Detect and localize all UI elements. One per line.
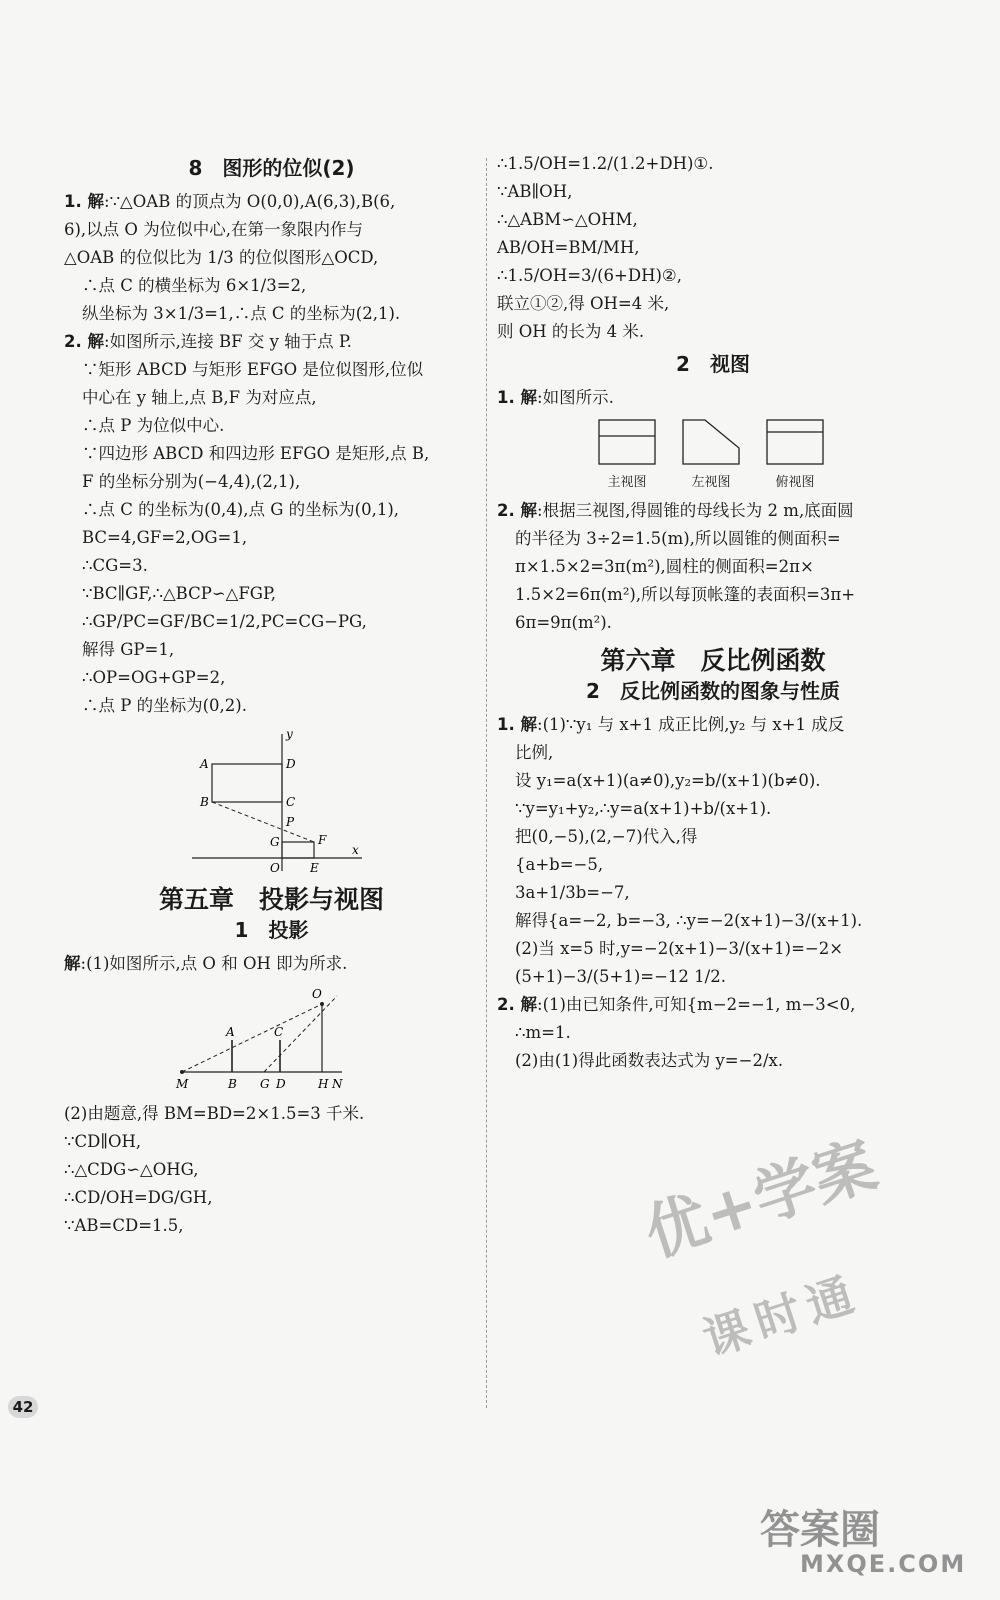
text-line: (1)由已知条件,可知{m−2=−1, m−3<0,: [542, 995, 856, 1014]
watermark-url: MXQE.COM: [800, 1550, 967, 1578]
fig-label-N: N: [331, 1077, 342, 1091]
text-line: ∵BC∥GF,∴△BCP∽△FGP,: [82, 584, 276, 603]
text-line: {a+b=−5,: [515, 855, 604, 874]
text-line: ∴△ABM∽△OHM,: [497, 210, 638, 229]
text-line: 则 OH 的长为 4 米.: [497, 322, 645, 341]
text-line: ∴点 P 为位似中心.: [82, 416, 225, 435]
top-view-drawing: [765, 418, 825, 466]
text-line: 中心在 y 轴上,点 B,F 为对应点,: [82, 388, 317, 407]
text-line: 根据三视图,得圆锥的母线长为 2 m,底面圆: [542, 501, 854, 520]
text-line: 6),以点 O 为位似中心,在第一象限内作与: [64, 220, 363, 239]
watermark-site: 答案圈: [760, 1507, 880, 1553]
text-line: (2)由题意,得 BM=BD=2×1.5=3 千米.: [64, 1104, 365, 1123]
text-line: 6π=9π(m²).: [515, 613, 612, 632]
text-line: ∴点 P 的坐标为(0,2).: [82, 696, 247, 715]
text-line: 解得 GP=1,: [82, 640, 175, 659]
side-view-drawing: [681, 418, 741, 466]
fig-label-A: A: [199, 757, 209, 771]
fig-label-G: G: [259, 1077, 270, 1091]
chapter-title-6: 第六章 反比例函数: [600, 646, 826, 675]
column-divider: [486, 158, 487, 1408]
text-line: 联立①②,得 OH=4 米,: [497, 294, 670, 313]
text-line: ∵y=y₁+y₂,∴y=a(x+1)+b/(x+1).: [515, 799, 772, 818]
text-line: 把(0,−5),(2,−7)代入,得: [515, 827, 698, 846]
text-line: ∴1.5/OH=1.2/(1.2+DH)①.: [497, 154, 714, 173]
problem-2: 2. 解:如图所示,连接 BF 交 y 轴于点 P. ∵矩形 ABCD 与矩形 EFGO 是位似图形,位似 中心在 y 轴上,点 B,F 为对应点, ∴点 P 为位似中心. ∵四边形 ABCD 和四边形 EFGO 是矩形,点 B, F 的坐标分别为(−4,4),(2,1), ∴点 C 的坐标为(0,4),点 G 的坐标为(0,1), BC=4,GF=2,OG=1, ∴CG=3. ∵BC∥GF,∴△BCP∽△FGP, ∴GP/PC=GF/BC=1/2,PC=CG−PG, 解得 GP=1, ∴OP=OG+GP=2, ∴点 P 的坐标为(0,2).: [64, 328, 479, 720]
view-label: 俯视图: [775, 475, 815, 490]
text-line: 3a+1/3b=−7,: [515, 883, 630, 902]
text-line: ∴点 C 的坐标为(0,4),点 G 的坐标为(0,1),: [82, 500, 400, 519]
problem-label: 1. 解: [497, 388, 537, 407]
text-line: (1)∵y₁ 与 x+1 成正比例,y₂ 与 x+1 成反: [542, 715, 845, 734]
text-line: 纵坐标为 3×1/3=1,∴点 C 的坐标为(2,1).: [82, 304, 401, 323]
text-line: ∵四边形 ABCD 和四边形 EFGO 是矩形,点 B,: [82, 444, 430, 463]
watermark-logo: 优+学案: [636, 1127, 885, 1271]
view-label: 主视图: [607, 475, 647, 490]
text-line: ∵AB=CD=1.5,: [64, 1216, 184, 1235]
problem-label: 2. 解: [497, 995, 537, 1014]
section-title-4: 2 反比例函数的图象与性质: [586, 679, 840, 703]
watermark-logo-sub: 课时通: [696, 1265, 868, 1367]
text-line: 解得{a=−2, b=−3, ∴y=−2(x+1)−3/(x+1).: [515, 911, 863, 930]
text-line: 1.5×2=6π(m²),所以每顶帐篷的表面积=3π+: [515, 585, 856, 604]
section-title-1: 8 图形的位似(2): [188, 156, 355, 180]
text-line: ∵AB∥OH,: [497, 182, 573, 201]
text-line: 的半径为 3÷2=1.5(m),所以圆锥的侧面积=: [515, 529, 841, 548]
section-title-2: 1 投影: [234, 918, 309, 942]
fig-label-B: B: [199, 795, 209, 809]
section-title-3: 2 视图: [676, 352, 750, 376]
fig-label-x: x: [351, 843, 359, 857]
fig-label-E: E: [309, 861, 319, 875]
fig-label-M: M: [175, 1077, 188, 1091]
text-line: F 的坐标分别为(−4,4),(2,1),: [82, 472, 301, 491]
text-line: 比例,: [515, 743, 554, 762]
text-line: (2)由(1)得此函数表达式为 y=−2/x.: [515, 1051, 784, 1070]
text-line: BC=4,GF=2,OG=1,: [82, 528, 248, 547]
page-number: 42: [8, 1396, 38, 1418]
text-line: ∴m=1.: [515, 1023, 571, 1042]
text-line: ∴点 C 的横坐标为 6×1/3=2,: [82, 276, 307, 295]
text-line: (5+1)−3/(5+1)=−12 1/2.: [515, 967, 726, 986]
left-column: 8 图形的位似(2) 1. 解:∵△OAB 的顶点为 O(0,0),A(6,3),B(6, 6),以点 O 为位似中心,在第一象限内作与 △OAB 的位似比为 1/3 的位似图形△OCD, ∴点 C 的横坐标为 6×1/3=2, 纵坐标为 3×1/3=1,∴点 C 的坐标为(2,1). 2. 解:如图所示,连接 BF 交 y 轴于点 P. ∵矩形 ABCD 与矩形 EFGO 是位似图形,位似 中心在 y 轴上,点 B,F 为对应点, ∴点 P 为位似中心. ∵四边形 ABCD 和四边形 EFGO 是矩形,点 B, F 的坐标分别为(−4,4),(2,1), ∴点 C 的坐标为(0,4),点 G 的坐标为(0,1), BC=4,GF=2,OG=1, ∴CG=3. ∵BC∥GF,∴△BCP∽△FGP, ∴GP/PC=GF/BC=1/2,PC=CG−PG, 解得 GP=1, ∴OP=OG+GP=2, ∴点 P 的坐标为(0,2). A B C D P G F O E x y 第五章 投影与视图 1 投影 解:(1)如图所示,点 O 和 OH 即为所求. O A C M B G D H N (2)由题意,得 BM=BD=2×1.5=3 千米. ∵CD∥OH, ∴△CDG∽△OHG, ∴CD/OH=DG/GH, ∵AB=CD=1.5,: [64, 150, 479, 1240]
text-line: 设 y₁=a(x+1)(a≠0),y₂=b/(x+1)(b≠0).: [515, 771, 821, 790]
text-line: 如图所示.: [542, 388, 614, 407]
fig-label-C: C: [273, 1025, 283, 1039]
fig-label-y: y: [285, 727, 293, 741]
text-line: (2)当 x=5 时,y=−2(x+1)−3/(x+1)=−2×: [515, 939, 844, 958]
text-line: 如图所示,连接 BF 交 y 轴于点 P.: [109, 332, 352, 351]
fig-label-O: O: [269, 861, 280, 875]
fig-label-C: C: [285, 795, 295, 809]
text-line: ∴△CDG∽△OHG,: [64, 1160, 199, 1179]
problem-label: 2. 解: [497, 501, 537, 520]
text-line: ∵矩形 ABCD 与矩形 EFGO 是位似图形,位似: [82, 360, 424, 379]
figure-rectangles-homothety: [172, 726, 372, 876]
problem-label: 1. 解: [64, 192, 104, 211]
view-label: 左视图: [691, 475, 731, 490]
fig-label-H: H: [317, 1077, 328, 1091]
fig-label-D: D: [275, 1077, 286, 1091]
text-line: π×1.5×2=3π(m²),圆柱的侧面积=2π×: [515, 557, 814, 576]
text-line: ∴1.5/OH=3/(6+DH)②,: [497, 266, 682, 285]
fig-label-D: D: [285, 757, 296, 771]
fig-label-P: P: [285, 815, 294, 829]
text-line: ∵△OAB 的顶点为 O(0,0),A(6,3),B(6,: [109, 192, 396, 211]
text-line: AB/OH=BM/MH,: [497, 238, 640, 257]
fig-label-G: G: [269, 835, 280, 849]
front-view-drawing: [597, 418, 657, 466]
fig-label-A: A: [225, 1025, 235, 1039]
three-views-figure: [597, 418, 929, 493]
problem-1: 1. 解:∵△OAB 的顶点为 O(0,0),A(6,3),B(6, 6),以点 O 为位似中心,在第一象限内作与 △OAB 的位似比为 1/3 的位似图形△OCD, ∴点 C 的横坐标为 6×1/3=2, 纵坐标为 3×1/3=1,∴点 C 的坐标为(2,1).: [64, 188, 479, 328]
text-line: △OAB 的位似比为 1/3 的位似图形△OCD,: [64, 248, 379, 267]
fig-label-F: F: [317, 833, 326, 847]
front-view: [597, 418, 657, 493]
text-line: ∴OP=OG+GP=2,: [82, 668, 226, 687]
fig-label-B: B: [227, 1077, 237, 1091]
problem-label: 1. 解: [497, 715, 537, 734]
text-line: (1)如图所示,点 O 和 OH 即为所求.: [86, 954, 348, 973]
chapter-title-5: 第五章 投影与视图: [158, 885, 384, 914]
text-line: ∴CG=3.: [82, 556, 148, 575]
text-line: ∴CD/OH=DG/GH,: [64, 1188, 213, 1207]
figure-projection: [172, 984, 372, 1094]
side-view: [681, 418, 741, 493]
text-line: ∵CD∥OH,: [64, 1132, 142, 1151]
problem-label: 解: [64, 954, 81, 973]
problem-label: 2. 解: [64, 332, 104, 351]
text-line: ∴GP/PC=GF/BC=1/2,PC=CG−PG,: [82, 612, 367, 631]
right-column: ∴1.5/OH=1.2/(1.2+DH)①. ∵AB∥OH, ∴△ABM∽△OHM, AB/OH=BM/MH, ∴1.5/OH=3/(6+DH)②, 联立①②,得 OH=4 米, 则 OH 的长为 4 米. 2 视图 1. 解:如图所示. 主视图 左视图 俯视图 2. 解:根据三视图,得圆锥的母线长为 2 m,底面圆 的半径为 3÷2=1.5(m),所以圆锥的侧面积= π×1.5×2=3π(m²),圆柱的侧面积=2π× 1.5×2=6π(m²),所以每顶帐篷的表面积=3π+ 6π=9π(m²). 第六章 反比例函数 2 反比例函数的图象与性质 1. 解:(1)∵y₁ 与 x+1 成正比例,y₂ 与 x+1 成反 比例, 设 y₁=a(x+1)(a≠0),y₂=b/(x+1)(b≠0). ∵y=y₁+y₂,∴y=a(x+1)+b/(x+1). 把(0,−5),(2,−7)代入,得 {a+b=−5, 3a+1/3b=−7, 解得{a=−2, b=−3, ∴y=−2(x+1)−3/(x+1). (2)当 x=5 时,y=−2(x+1)−3/(x+1)=−2× (5+1)−3/(5+1)=−12 1/2. 2. 解:(1)由已知条件,可知{m−2=−1, m−3<0, ∴m=1. (2)由(1)得此函数表达式为 y=−2/x.: [497, 150, 929, 1075]
fig-label-O: O: [311, 987, 322, 1001]
top-view: [765, 418, 825, 493]
